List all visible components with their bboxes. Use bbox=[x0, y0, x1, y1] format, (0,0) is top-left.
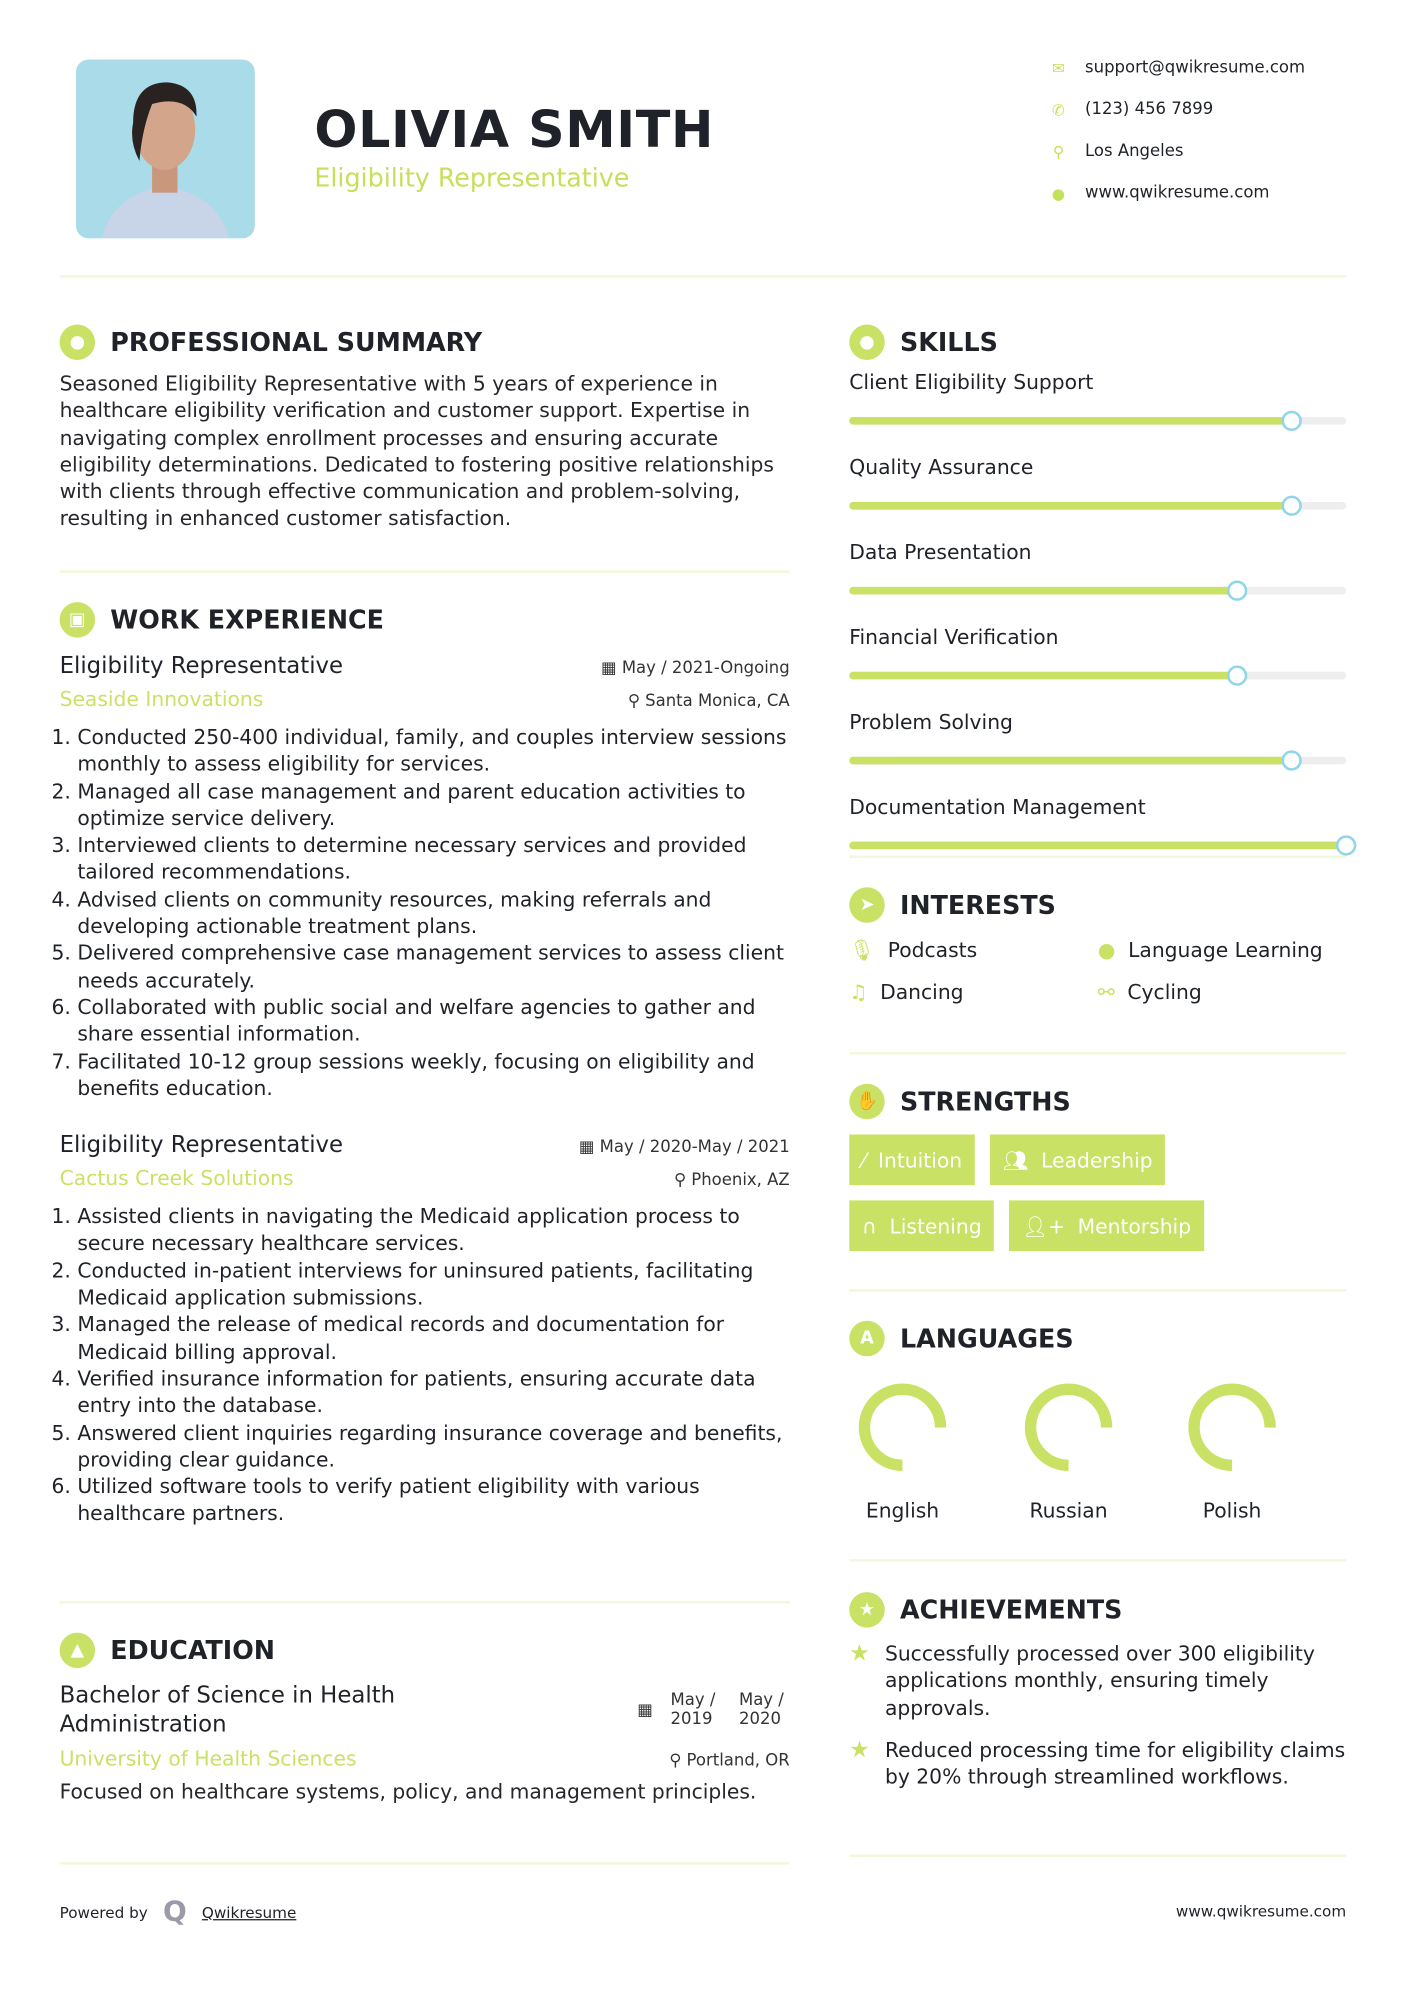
contact-phone bbox=[1050, 100, 1214, 119]
qwikresume-logo-icon: Q bbox=[162, 1896, 187, 1928]
skill-item bbox=[849, 540, 1346, 595]
section-title: STRENGTHS bbox=[899, 1086, 1071, 1117]
language-ring bbox=[1018, 1377, 1119, 1478]
interest-item bbox=[1098, 980, 1346, 1004]
user-icon: ● bbox=[60, 324, 95, 359]
section-title: PROFESSIONAL SUMMARY bbox=[110, 327, 483, 358]
divider bbox=[60, 570, 790, 573]
users-icon: 👥︎ bbox=[1002, 1147, 1029, 1172]
skill-item bbox=[849, 710, 1346, 765]
divider bbox=[849, 1854, 1346, 1857]
education-text: Focused on healthcare systems, policy, and management principles. bbox=[59, 1779, 757, 1804]
strength-label: Listening bbox=[889, 1213, 982, 1238]
strength-tag bbox=[849, 1200, 994, 1251]
user-plus-icon: 👤︎+ bbox=[1022, 1213, 1065, 1238]
job-date: May / 2020-May / 2021 bbox=[599, 1138, 790, 1158]
bullet: 2. Managed all case management and parent education activities to optimize service delivery. bbox=[77, 778, 789, 832]
skill-bar bbox=[849, 842, 1346, 850]
skill-bar-fill bbox=[849, 417, 1291, 425]
skill-bar bbox=[849, 417, 1346, 425]
language-item bbox=[839, 1377, 966, 1523]
job-company: Cactus Creek Solutions bbox=[59, 1166, 294, 1191]
bullet: 4. Advised clients on community resources, making referrals and developing actionable treatment plans. bbox=[77, 886, 789, 940]
job-entry bbox=[60, 1132, 790, 1527]
skills-section bbox=[849, 324, 1346, 849]
job-company: Seaside Innovations bbox=[59, 687, 264, 712]
brand-link[interactable]: Qwikresume bbox=[201, 1903, 297, 1922]
language-item bbox=[1005, 1377, 1132, 1523]
footer-powered bbox=[60, 1896, 297, 1928]
section-title: WORK EXPERIENCE bbox=[110, 604, 384, 636]
powered-by-text: Powered by bbox=[59, 1903, 148, 1922]
skill-item bbox=[849, 795, 1346, 850]
globe-icon: ● bbox=[1051, 184, 1066, 203]
skills-heading bbox=[849, 324, 1346, 359]
trophy-icon: ★ bbox=[849, 1592, 884, 1627]
profile-photo bbox=[76, 60, 255, 239]
contact-location bbox=[1050, 142, 1184, 161]
pin-icon: ⚲ bbox=[673, 1171, 692, 1191]
language-label: Russian bbox=[1029, 1498, 1108, 1523]
job-location: Santa Monica, CA bbox=[645, 692, 790, 712]
bullet: 1. Assisted clients in navigating the Medicaid application process to secure necessary healthcare services. bbox=[77, 1203, 789, 1257]
language-icon: A bbox=[849, 1321, 884, 1356]
contact-text: support@qwikresume.com bbox=[1085, 58, 1306, 78]
skill-name: Financial Verification bbox=[849, 624, 1059, 649]
interest-label: Podcasts bbox=[887, 938, 978, 963]
star-icon: ★ bbox=[849, 1640, 870, 1667]
achievement-text: Successfully processed over 300 eligibility applications monthly, ensuring timely approvals. bbox=[884, 1641, 1315, 1720]
achievements-section bbox=[849, 1592, 1346, 1790]
skill-bar-knob bbox=[1336, 835, 1356, 855]
skill-bar-knob bbox=[1227, 665, 1247, 685]
pin-icon: ⚲ bbox=[627, 692, 646, 712]
languages-section bbox=[849, 1321, 1346, 1536]
interests-heading bbox=[849, 887, 1346, 922]
work-section bbox=[60, 602, 790, 1527]
skill-name: Documentation Management bbox=[849, 794, 1146, 819]
school: University of Health Sciences bbox=[59, 1746, 357, 1771]
contact-text: www.qwikresume.com bbox=[1085, 183, 1270, 203]
footer-site-link[interactable]: www.qwikresume.com bbox=[1175, 1902, 1347, 1921]
lightbulb-icon: ● bbox=[849, 324, 884, 359]
bullet: 6. Utilized software tools to verify patient eligibility with various healthcare partners. bbox=[77, 1473, 789, 1527]
calendar-icon: ▦ bbox=[637, 1700, 653, 1720]
candidate-name: OLIVIA SMITH bbox=[314, 101, 715, 160]
header-divider bbox=[60, 275, 1347, 278]
job-role: Eligibility Representative bbox=[59, 652, 344, 680]
strengths-heading bbox=[849, 1084, 1356, 1119]
interest-label: Cycling bbox=[1127, 979, 1202, 1004]
strength-label: Intuition bbox=[878, 1147, 963, 1172]
contact-email[interactable] bbox=[1050, 58, 1306, 77]
achievements-heading bbox=[849, 1592, 1346, 1627]
skill-bar-fill bbox=[849, 842, 1346, 850]
bullet: 4. Verified insurance information for patients, ensuring accurate data entry into the database. bbox=[77, 1365, 789, 1419]
education-heading bbox=[60, 1633, 790, 1668]
work-heading bbox=[60, 602, 790, 637]
language-ring bbox=[852, 1377, 953, 1478]
skill-item bbox=[849, 455, 1346, 510]
skills-list bbox=[849, 370, 1346, 849]
interest-item bbox=[1098, 938, 1346, 962]
job-location: Phoenix, AZ bbox=[691, 1171, 790, 1191]
section-title: ACHIEVEMENTS bbox=[899, 1594, 1123, 1626]
skill-item bbox=[849, 625, 1346, 680]
contact-website[interactable] bbox=[1050, 184, 1270, 203]
bullet: 6. Collaborated with public social and welfare agencies to gather and share essential information. bbox=[77, 994, 789, 1048]
divider bbox=[60, 1862, 790, 1865]
divider bbox=[849, 1052, 1346, 1055]
contact-text: (123) 456 7899 bbox=[1085, 100, 1214, 120]
graduation-icon: ▲ bbox=[60, 1633, 95, 1668]
skill-bar bbox=[849, 502, 1346, 510]
interest-item bbox=[849, 938, 1097, 962]
skill-bar-knob bbox=[1281, 750, 1301, 770]
skill-bar bbox=[849, 672, 1346, 680]
strength-label: Mentorship bbox=[1077, 1213, 1192, 1238]
contact-text: Los Angeles bbox=[1085, 141, 1184, 161]
candidate-title: Eligibility Representative bbox=[314, 162, 630, 193]
interests-section bbox=[849, 887, 1346, 1004]
skill-name: Client Eligibility Support bbox=[849, 370, 1094, 395]
job-bullets bbox=[60, 724, 790, 1102]
job-bullets bbox=[60, 1203, 790, 1527]
language-label: English bbox=[865, 1498, 940, 1523]
music-icon: ♫ bbox=[849, 979, 868, 1004]
skill-bar-knob bbox=[1227, 581, 1247, 601]
language-ring bbox=[1181, 1377, 1282, 1478]
bullet: 5. Delivered comprehensive case management services to assess client needs accurately. bbox=[77, 940, 789, 994]
interest-label: Language Learning bbox=[1128, 938, 1323, 963]
divider bbox=[849, 1559, 1346, 1562]
section-title: EDUCATION bbox=[110, 1635, 275, 1666]
globe-icon: ● bbox=[1097, 938, 1116, 963]
summary-section bbox=[60, 324, 790, 532]
star-icon: ★ bbox=[849, 1736, 870, 1764]
skill-bar bbox=[849, 757, 1346, 765]
skill-bar-fill bbox=[849, 757, 1291, 765]
divider bbox=[60, 1601, 790, 1604]
edu-end: May / 2020 bbox=[738, 1690, 784, 1729]
headphones-icon: ∩ bbox=[861, 1213, 877, 1238]
phone-icon: ✆ bbox=[1052, 100, 1065, 119]
skill-name: Quality Assurance bbox=[849, 455, 1034, 480]
skill-bar-fill bbox=[849, 672, 1237, 680]
bullet: 5. Answered client inquiries regarding insurance coverage and benefits, providing clear guidance. bbox=[77, 1419, 789, 1473]
section-title: INTERESTS bbox=[899, 889, 1056, 921]
achievement-item bbox=[849, 1736, 1346, 1790]
calendar-icon: ▦ bbox=[578, 1138, 600, 1158]
edu-location: Portland, OR bbox=[686, 1751, 790, 1771]
job-role: Eligibility Representative bbox=[59, 1132, 344, 1159]
bullet: 7. Facilitated 10-12 group sessions weekly, focusing on eligibility and benefits education. bbox=[77, 1048, 789, 1102]
calendar-icon: ▦ bbox=[601, 659, 622, 679]
skill-bar-fill bbox=[849, 587, 1237, 595]
achievement-text: Reduced processing time for eligibility claims by 20% through streamlined workflows. bbox=[884, 1737, 1346, 1789]
map-pin-icon: ⚲ bbox=[1052, 142, 1064, 161]
strength-tag bbox=[990, 1134, 1165, 1185]
skill-name: Problem Solving bbox=[849, 709, 1013, 734]
degree: Bachelor of Science in Health Administration bbox=[59, 1682, 396, 1738]
strength-label: Leadership bbox=[1041, 1147, 1153, 1172]
skill-item bbox=[849, 370, 1346, 425]
pin-icon: ⚲ bbox=[669, 1751, 687, 1771]
skill-bar bbox=[849, 587, 1346, 595]
magic-wand-icon: ⁄ bbox=[861, 1147, 866, 1172]
job-entry bbox=[60, 653, 790, 1102]
section-title: SKILLS bbox=[899, 327, 998, 358]
strength-tag bbox=[849, 1134, 975, 1185]
bicycle-icon: ⚯ bbox=[1097, 979, 1115, 1004]
skill-bar-knob bbox=[1281, 411, 1301, 431]
bullet: 3. Managed the release of medical records and documentation for Medicaid billing approval. bbox=[77, 1311, 789, 1365]
education-section bbox=[60, 1633, 790, 1806]
briefcase-icon: ▣ bbox=[60, 602, 95, 637]
skill-bar-fill bbox=[849, 502, 1291, 510]
bullet: 1. Conducted 250-400 individual, family, and couples interview sessions monthly to assess eligibility for services. bbox=[77, 724, 789, 778]
edu-start: May / 2019 bbox=[670, 1690, 716, 1729]
bullet: 2. Conducted in-patient interviews for uninsured patients, facilitating Medicaid application submissions. bbox=[77, 1257, 789, 1311]
section-title: LANGUAGES bbox=[899, 1323, 1074, 1354]
bullet: 3. Interviewed clients to determine necessary services and provided tailored recommendations. bbox=[77, 832, 789, 886]
envelope-icon: ✉ bbox=[1052, 58, 1065, 77]
interest-label: Dancing bbox=[880, 979, 964, 1004]
skill-bar-knob bbox=[1281, 496, 1301, 516]
paper-plane-icon: ➤ bbox=[849, 887, 884, 922]
summary-text: Seasoned Eligibility Representative with 5 years of experience in healthcare eligibility verification and customer support. Expertise in navigating complex enrollment processes and ensuring accurate eligibility determinations. Dedicated to fostering positive relationships with clients through effective communication and problem-solving, resulting in enhanced customer satisfaction. bbox=[59, 371, 774, 531]
divider bbox=[849, 856, 1346, 859]
languages-heading bbox=[849, 1321, 1346, 1356]
job-date: May / 2021-Ongoing bbox=[621, 659, 790, 679]
interest-item bbox=[849, 980, 1097, 1004]
strengths-section bbox=[849, 1084, 1356, 1251]
skill-name: Data Presentation bbox=[849, 539, 1032, 565]
strength-tag bbox=[1010, 1200, 1204, 1251]
microphone-icon: 🎙︎ bbox=[849, 938, 876, 963]
language-label: Polish bbox=[1202, 1498, 1262, 1523]
achievement-item bbox=[849, 1640, 1346, 1721]
language-item bbox=[1169, 1377, 1296, 1523]
summary-heading bbox=[60, 324, 790, 359]
divider bbox=[849, 1289, 1346, 1292]
hand-icon: ✋ bbox=[849, 1084, 884, 1119]
